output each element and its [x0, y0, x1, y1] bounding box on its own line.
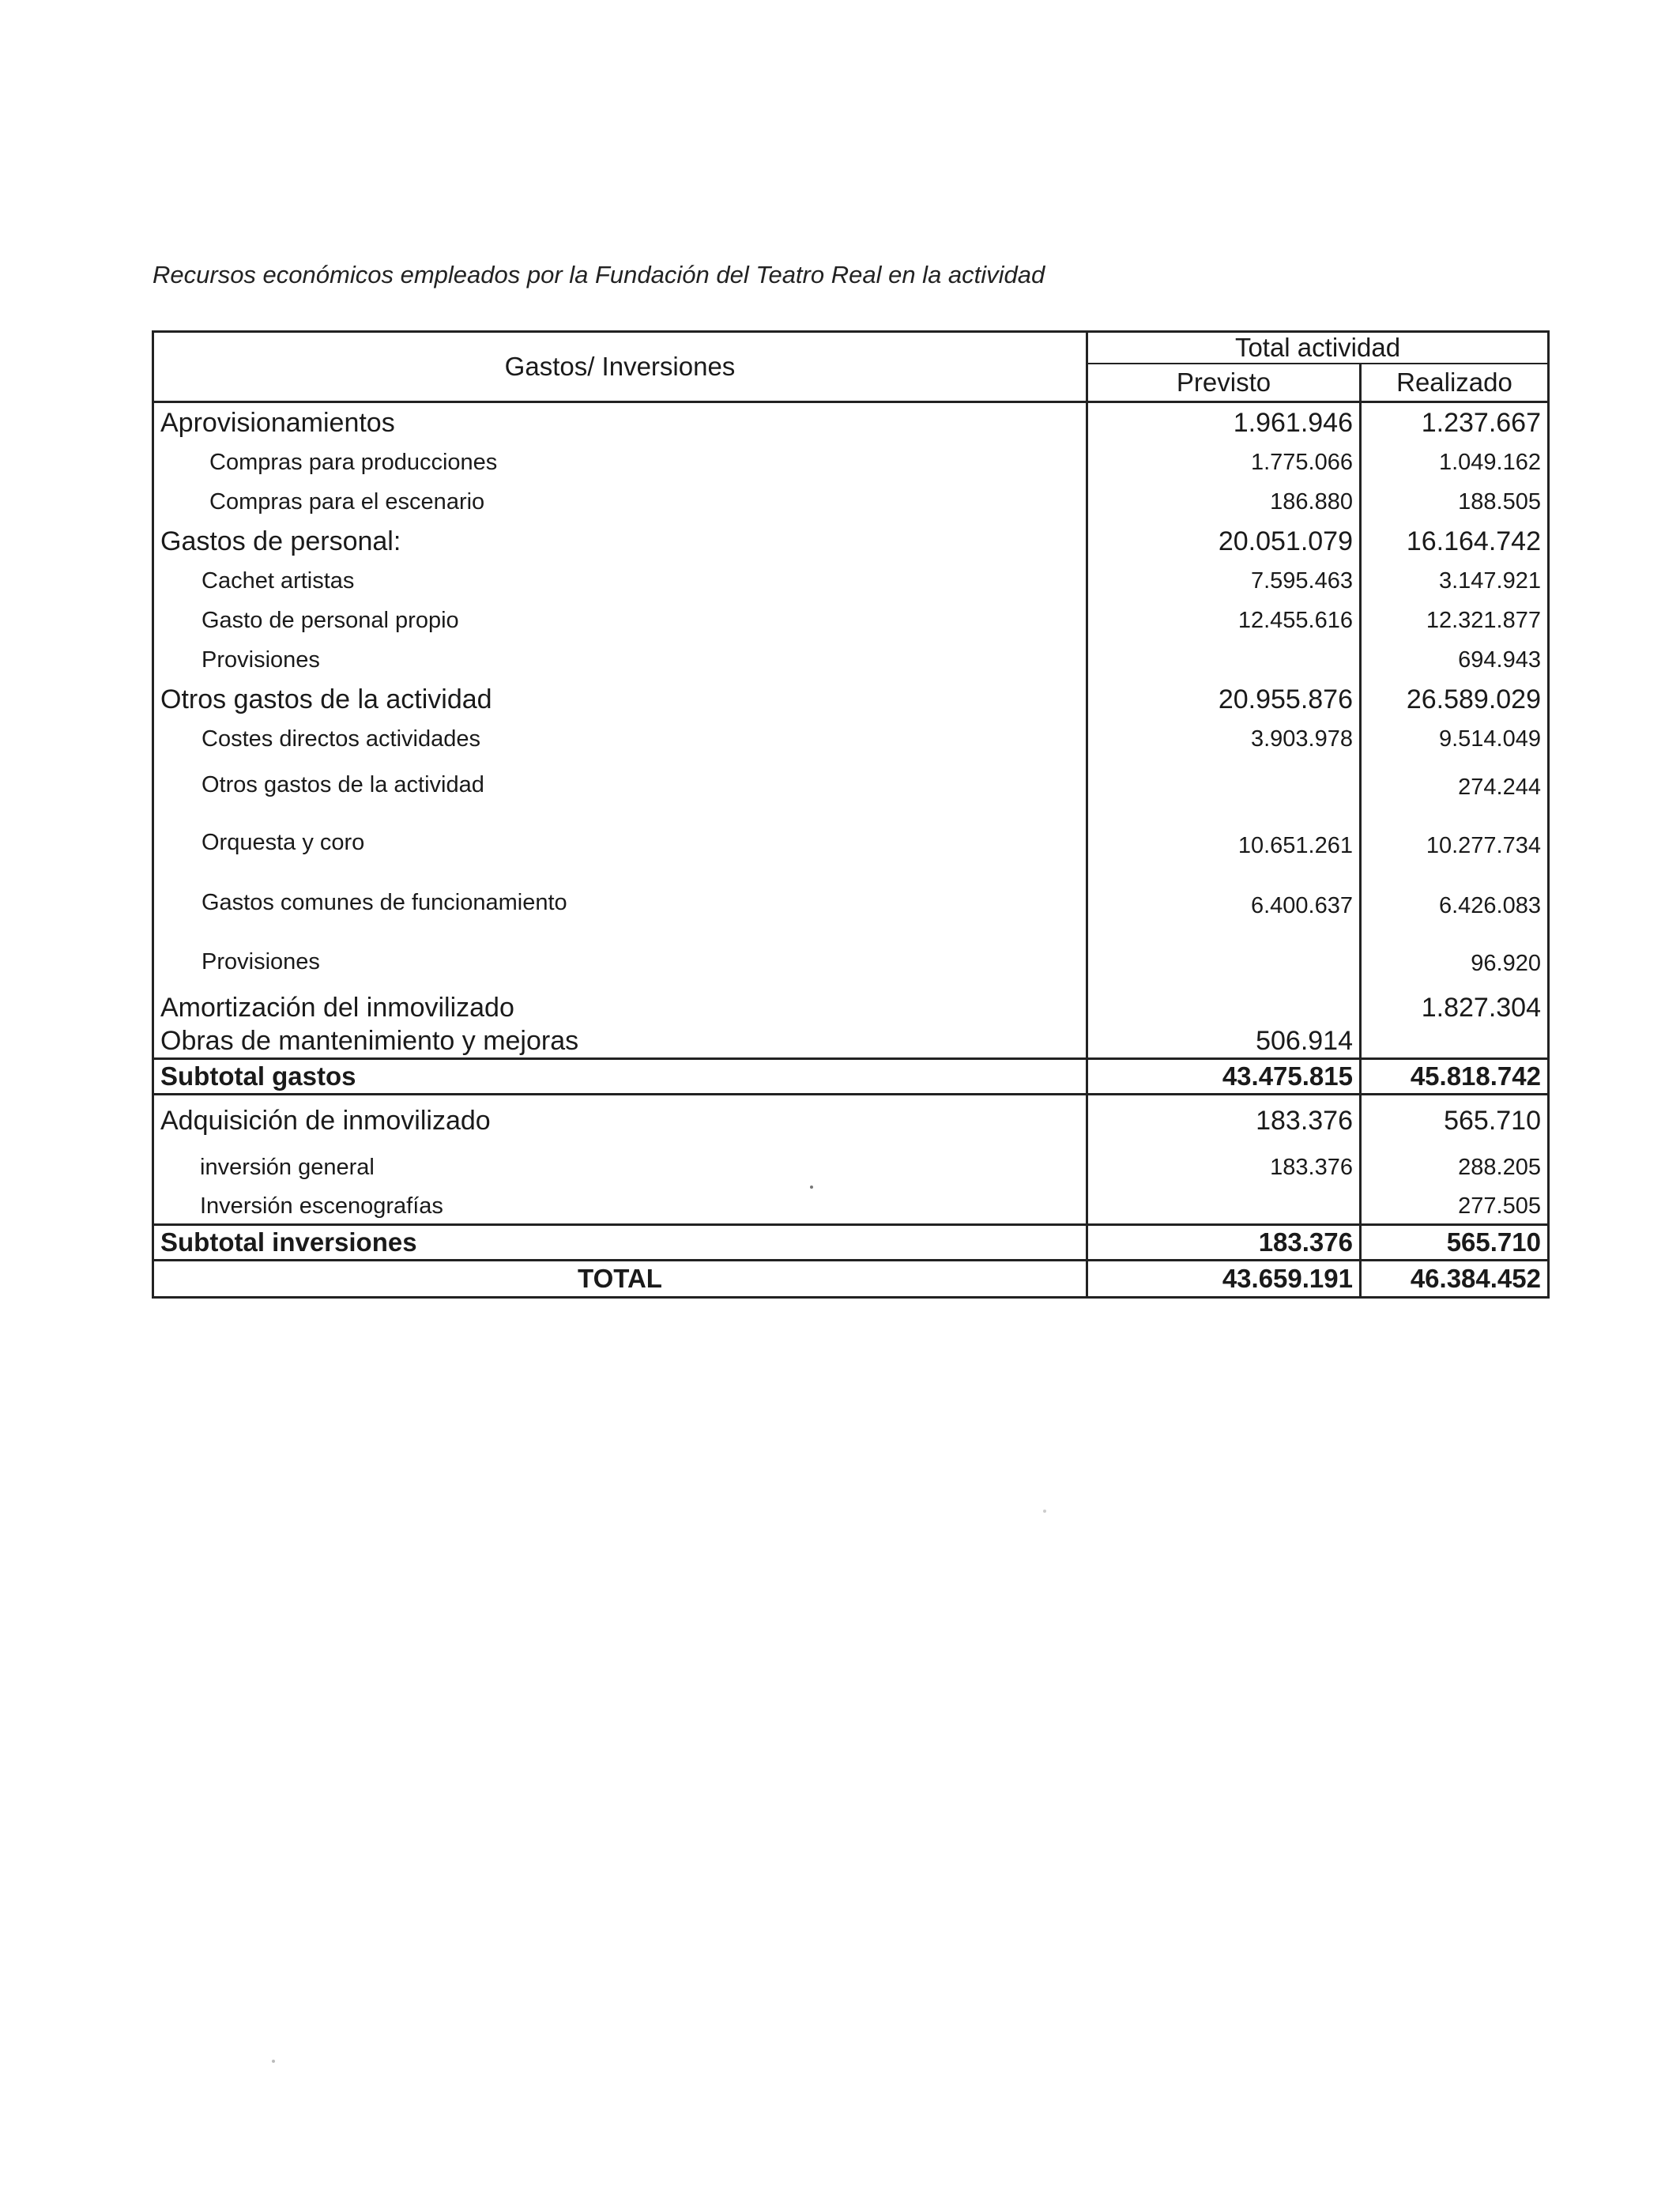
row-planned: 12.455.616	[1087, 601, 1361, 640]
row-planned: 506.914	[1087, 1024, 1361, 1059]
row-planned: 6.400.637	[1087, 876, 1361, 936]
subtotal-gastos-row	[153, 1059, 1549, 1095]
table-row	[153, 1146, 1549, 1189]
row-planned	[1087, 759, 1361, 816]
table-row	[153, 991, 1549, 1024]
row-planned: 3.903.978	[1087, 719, 1361, 759]
row-label: Compras para producciones	[153, 443, 1087, 482]
total-row	[153, 1261, 1549, 1298]
row-label: Subtotal inversiones	[153, 1225, 1087, 1261]
row-planned: 20.051.079	[1087, 522, 1361, 561]
row-actual: 277.505	[1361, 1189, 1549, 1225]
row-planned: 1.961.946	[1087, 402, 1361, 443]
row-actual: 46.384.452	[1361, 1261, 1549, 1298]
scan-speck	[272, 2060, 275, 2063]
row-label: Provisiones	[153, 936, 1087, 991]
scan-speck	[1043, 1510, 1046, 1513]
row-actual: 1.827.304	[1361, 991, 1549, 1024]
table-row	[153, 1024, 1549, 1059]
row-label: TOTAL	[153, 1261, 1087, 1298]
row-planned	[1087, 1189, 1361, 1225]
row-planned	[1087, 936, 1361, 991]
row-planned	[1087, 640, 1361, 680]
subtotal-inversiones-row	[153, 1225, 1549, 1261]
table-row	[153, 561, 1549, 601]
table-row	[153, 443, 1549, 482]
row-planned: 186.880	[1087, 482, 1361, 522]
row-planned: 1.775.066	[1087, 443, 1361, 482]
header-row	[153, 332, 1549, 364]
row-actual	[1361, 1024, 1549, 1059]
expenses-table	[152, 330, 1550, 1299]
row-actual: 26.589.029	[1361, 680, 1549, 719]
row-actual: 9.514.049	[1361, 719, 1549, 759]
table-row	[153, 936, 1549, 991]
row-actual: 96.920	[1361, 936, 1549, 991]
table-row	[153, 680, 1549, 719]
table-row	[153, 522, 1549, 561]
row-actual: 1.049.162	[1361, 443, 1549, 482]
row-planned: 7.595.463	[1087, 561, 1361, 601]
row-actual: 12.321.877	[1361, 601, 1549, 640]
row-actual: 565.710	[1361, 1095, 1549, 1147]
header-previsto: Previsto	[1087, 364, 1361, 402]
table-row	[153, 816, 1549, 876]
row-planned	[1087, 991, 1361, 1024]
row-label: Gastos de personal:	[153, 522, 1087, 561]
row-label: Gastos comunes de funcionamiento	[153, 876, 1087, 936]
row-label: Otros gastos de la actividad	[153, 759, 1087, 816]
row-planned: 20.955.876	[1087, 680, 1361, 719]
row-planned: 183.376	[1087, 1095, 1361, 1147]
header-concept: Gastos/ Inversiones	[153, 332, 1087, 402]
row-planned: 183.376	[1087, 1146, 1361, 1189]
row-label: Cachet artistas	[153, 561, 1087, 601]
document-title: Recursos económicos empleados por la Fundación del Teatro Real en la actividad	[153, 261, 1045, 288]
row-label: Aprovisionamientos	[153, 402, 1087, 443]
row-planned: 183.376	[1087, 1225, 1361, 1261]
table-row	[153, 1189, 1549, 1225]
table-row	[153, 601, 1549, 640]
row-planned: 10.651.261	[1087, 816, 1361, 876]
row-actual: 16.164.742	[1361, 522, 1549, 561]
row-label: Gasto de personal propio	[153, 601, 1087, 640]
row-actual: 1.237.667	[1361, 402, 1549, 443]
header-total-actividad: Total actividad	[1087, 332, 1549, 364]
header-realizado: Realizado	[1361, 364, 1549, 402]
table-row	[153, 640, 1549, 680]
table-row	[153, 402, 1549, 443]
row-actual: 188.505	[1361, 482, 1549, 522]
row-actual: 565.710	[1361, 1225, 1549, 1261]
row-label: Adquisición de inmovilizado	[153, 1095, 1087, 1147]
row-actual: 694.943	[1361, 640, 1549, 680]
row-planned: 43.475.815	[1087, 1059, 1361, 1095]
table-row	[153, 759, 1549, 816]
row-actual: 3.147.921	[1361, 561, 1549, 601]
table-row	[153, 876, 1549, 936]
row-label: Otros gastos de la actividad	[153, 680, 1087, 719]
row-label: Provisiones	[153, 640, 1087, 680]
table-row	[153, 1095, 1549, 1147]
table-row	[153, 719, 1549, 759]
row-planned: 43.659.191	[1087, 1261, 1361, 1298]
table-row	[153, 482, 1549, 522]
row-actual: 288.205	[1361, 1146, 1549, 1189]
row-actual: 45.818.742	[1361, 1059, 1549, 1095]
row-label: Compras para el escenario	[153, 482, 1087, 522]
row-actual: 10.277.734	[1361, 816, 1549, 876]
row-label: Orquesta y coro	[153, 816, 1087, 876]
row-actual: 274.244	[1361, 759, 1549, 816]
row-label: Subtotal gastos	[153, 1059, 1087, 1095]
row-label: Costes directos actividades	[153, 719, 1087, 759]
row-actual: 6.426.083	[1361, 876, 1549, 936]
scan-speck	[810, 1186, 813, 1189]
row-label: Inversión escenografías	[153, 1189, 1087, 1225]
row-label: inversión general	[153, 1146, 1087, 1189]
row-label: Obras de mantenimiento y mejoras	[153, 1024, 1087, 1059]
row-label: Amortización del inmovilizado	[153, 991, 1087, 1024]
